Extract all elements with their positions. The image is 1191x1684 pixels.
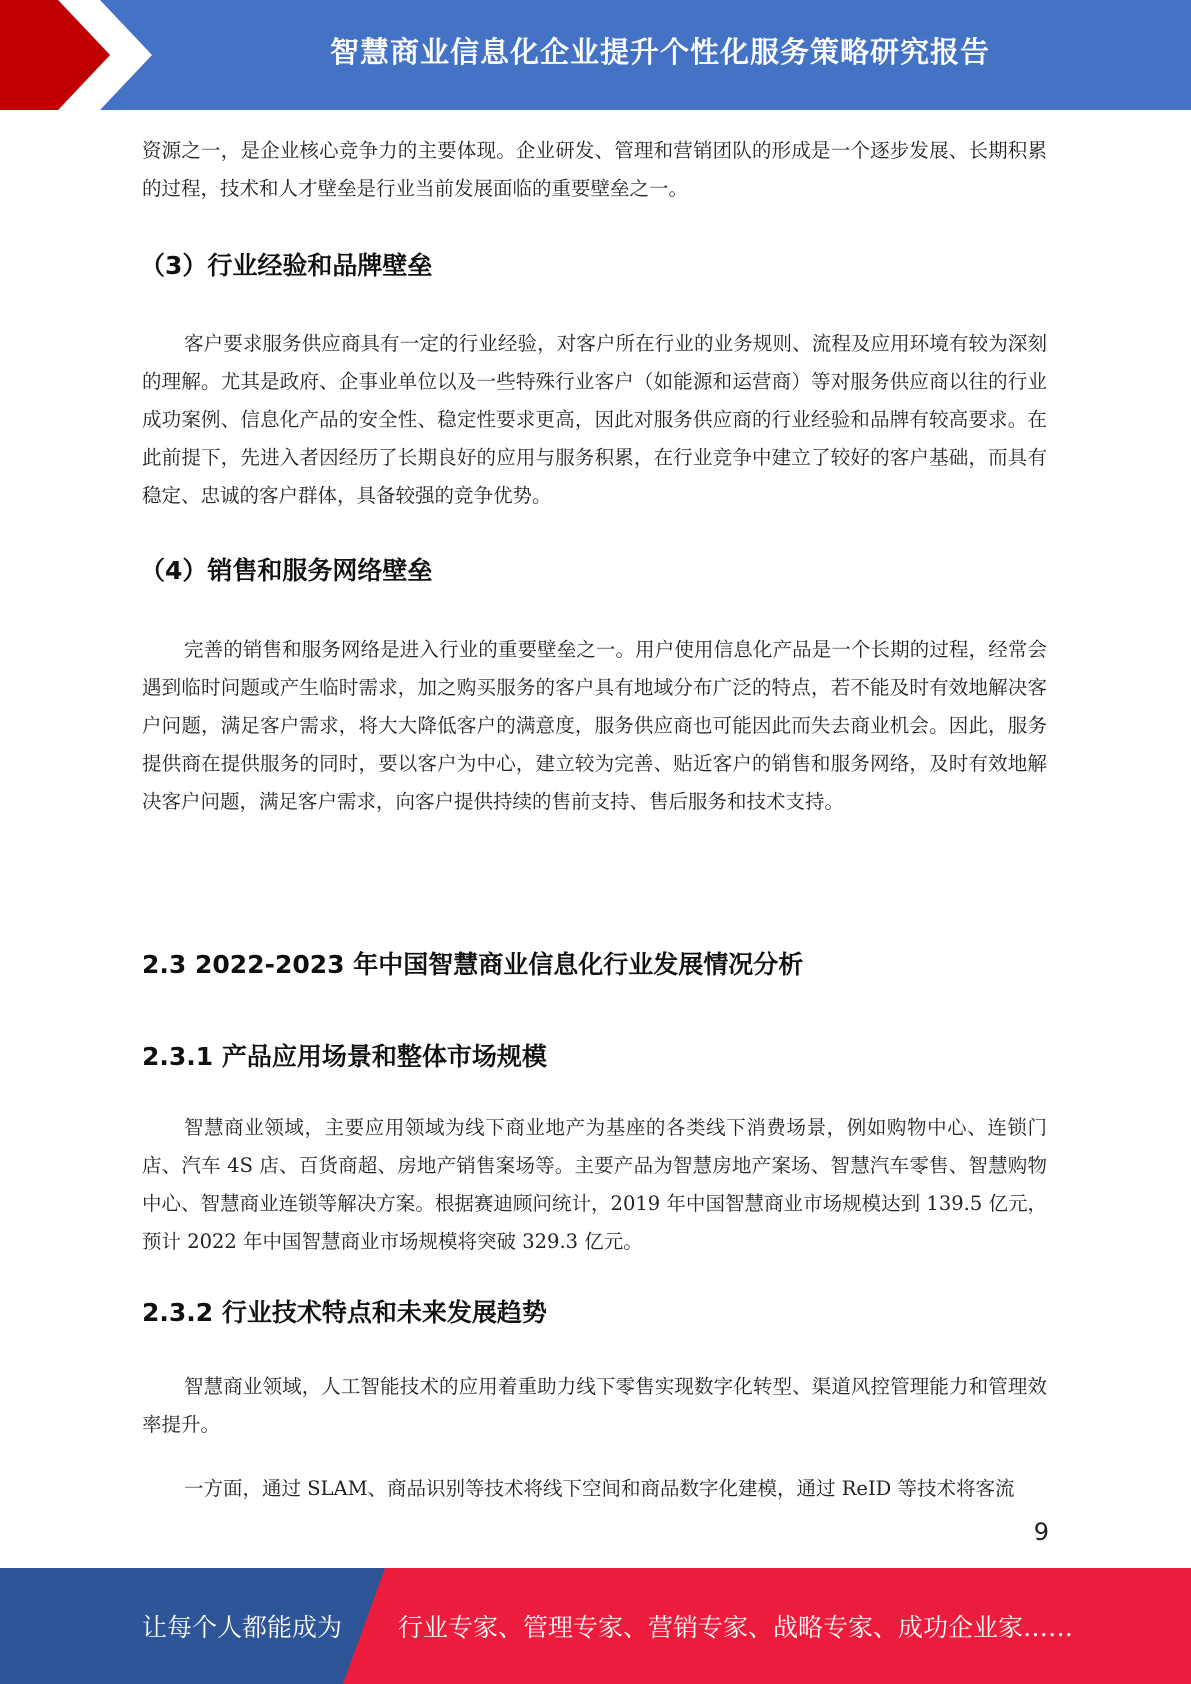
intro-paragraph: 资源之一，是企业核心竞争力的主要体现。企业研发、管理和营销团队的形成是一个逐步发展、长期积累的过程，技术和人才壁垒是行业当前发展面临的重要壁垒之一。 bbox=[142, 139, 1047, 200]
footer-banner bbox=[0, 1568, 1191, 1684]
section-2-3-2-heading: 2.3.2 行业技术特点和未来发展趋势 bbox=[142, 1298, 547, 1327]
footer-slogan-right: 行业专家、管理专家、营销专家、战略专家、成功企业家…… bbox=[398, 1613, 1074, 1642]
section-2-3-1-paragraph: 智慧商业领域，主要应用领域为线下商业地产为基座的各类线下消费场景，例如购物中心、连锁门店、汽车 4S 店、百货商超、房地产销售案场等。主要产品为智慧房地产案场、智慧汽车零售、智慧购物中心、智慧商业连锁等解决方案。根据赛迪顾问统计，2019 年中国智慧商业市场规模达到 139.5 亿元，预计 2022 年中国智慧商业市场规模将突破 329.3 亿元。 bbox=[142, 1116, 1047, 1253]
section-4-heading: （4）销售和服务网络壁垒 bbox=[140, 556, 433, 585]
section-2-3-heading: 2.3 2022-2023 年中国智慧商业信息化行业发展情况分析 bbox=[142, 950, 804, 979]
header-banner bbox=[0, 0, 1191, 110]
section-3-heading: （3）行业经验和品牌壁垒 bbox=[140, 251, 433, 280]
section-2-3-2-paragraph-2: 一方面，通过 SLAM、商品识别等技术将线下空间和商品数字化建模，通过 ReID 等技术将客流 bbox=[184, 1477, 1015, 1500]
document-title: 智慧商业信息化企业提升个性化服务策略研究报告 bbox=[329, 35, 990, 69]
section-2-3-2-paragraph-1: 智慧商业领域，人工智能技术的应用着重助力线下零售实现数字化转型、渠道风控管理能力和管理效率提升。 bbox=[142, 1375, 1047, 1436]
footer-slogan-left: 让每个人都能成为 bbox=[142, 1613, 343, 1642]
section-3-paragraph: 客户要求服务供应商具有一定的行业经验，对客户所在行业的业务规则、流程及应用环境有较为深刻的理解。尤其是政府、企事业单位以及一些特殊行业客户（如能源和运营商）等对服务供应商以往的行业成功案例、信息化产品的安全性、稳定性要求更高，因此对服务供应商的行业经验和品牌有较高要求。在此前提下，先进入者因经历了长期良好的应用与服务积累，在行业竞争中建立了较好的客户基础，而具有稳定、忠诚的客户群体，具备较强的竞争优势。 bbox=[142, 332, 1047, 507]
section-4-paragraph: 完善的销售和服务网络是进入行业的重要壁垒之一。用户使用信息化产品是一个长期的过程，经常会遇到临时问题或产生临时需求，加之购买服务的客户具有地域分布广泛的特点，若不能及时有效地解决客户问题，满足客户需求，将大大降低客户的满意度，服务供应商也可能因此而失去商业机会。因此，服务提供商在提供服务的同时，要以客户为中心，建立较为完善、贴近客户的销售和服务网络，及时有效地解决客户问题，满足客户需求，向客户提供持续的售前支持、售后服务和技术支持。 bbox=[142, 638, 1047, 813]
section-2-3-1-heading: 2.3.1 产品应用场景和整体市场规模 bbox=[142, 1042, 547, 1071]
page-number: 9 bbox=[1033, 1518, 1049, 1546]
